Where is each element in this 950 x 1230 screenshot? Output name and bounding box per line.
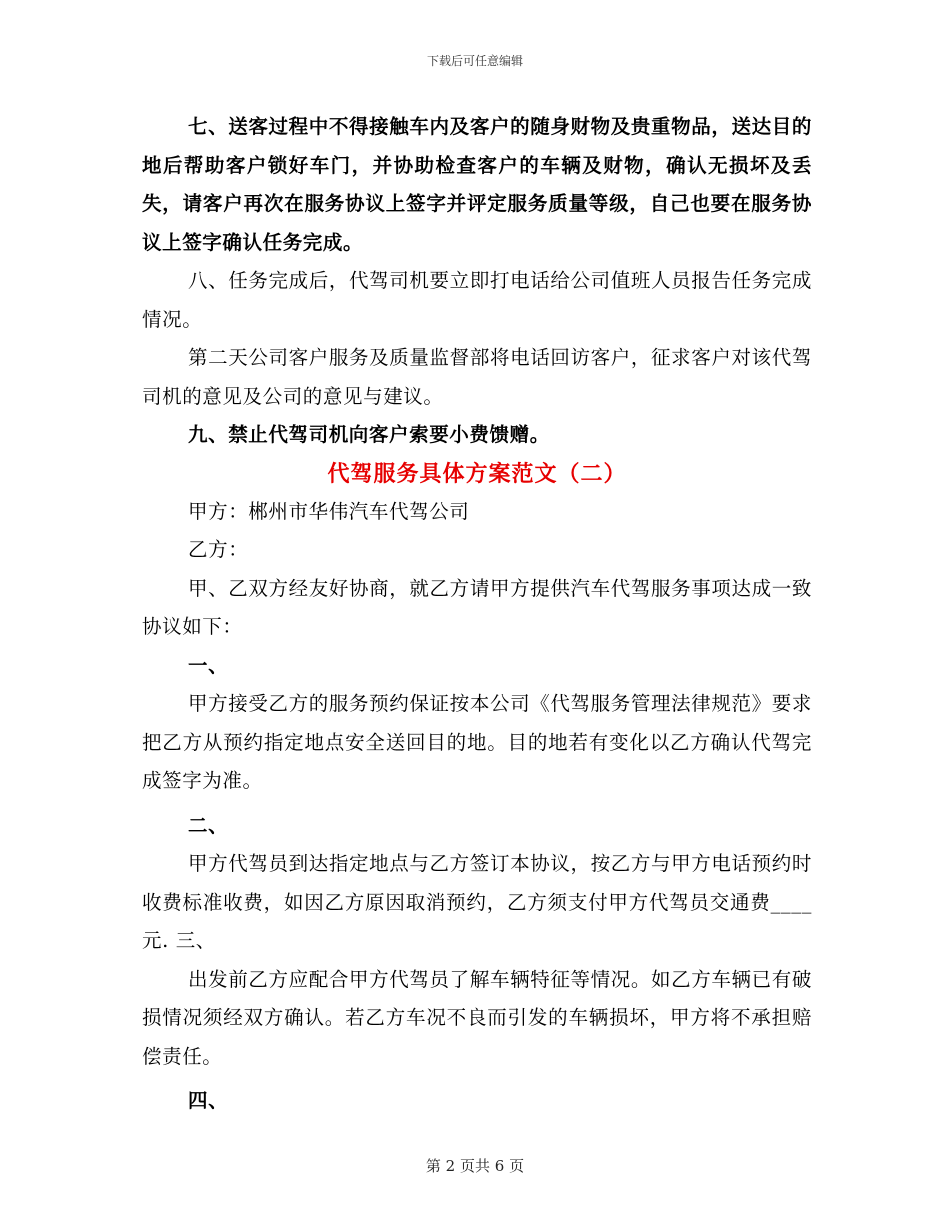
- section-title: 代驾服务具体方案范文（二）: [327, 460, 627, 487]
- paragraph-followup: 第二天公司客户服务及质量监督部将电话回访客户，征求客户对该代驾司机的意见及公司的意见与建议。: [142, 346, 812, 408]
- agreement-intro: 甲、乙双方经友好协商，就乙方请甲方提供汽车代驾服务事项达成一致协议如下：: [142, 576, 812, 638]
- clause-4-heading: 四、: [188, 1089, 229, 1112]
- clause-3-text: 出发前乙方应配合甲方代驾员了解车辆特征等情况。如乙方车辆已有破损情况须经双方确认。若乙方车况不良而引发的车辆损坏，甲方将不承担赔偿责任。: [142, 967, 812, 1068]
- document-body: [142, 108, 812, 1121]
- clause-1-text: 甲方接受乙方的服务预约保证按本公司《代驾服务管理法律规范》要求把乙方从预约指定地点安全送回目的地。目的地若有变化以乙方确认代驾完成签字为准。: [142, 692, 812, 792]
- paragraph-seven-text: 七、送客过程中不得接触车内及客户的随身财物及贵重物品，送达目的地后帮助客户锁好车门，并协助检查客户的车辆及财物，确认无损坏及丢失，请客户再次在服务协议上签字并评定服务质量等级，自己也要在服务协议上签字确认任务完成。: [142, 115, 812, 254]
- party-a: 甲方：郴州市华伟汽车代驾公司: [188, 499, 470, 523]
- clause-1-heading: 一、: [188, 653, 229, 677]
- clause-2-heading: 二、: [188, 813, 229, 837]
- page-footer: 第 2 页共 6 页: [425, 1157, 525, 1175]
- paragraph-seven: [142, 108, 812, 262]
- page-header: 下载后可任意编辑: [426, 54, 523, 68]
- clause-2-text: 甲方代驾员到达指定地点与乙方签订本协议，按乙方与甲方电话预约时收费标准收费，如因乙方原因取消预约，乙方须支付甲方代驾员交通费____元. 三、: [142, 852, 812, 952]
- party-b: 乙方：: [188, 538, 249, 561]
- paragraph-nine: 九、禁止代驾司机向客户索要小费馈赠。: [188, 423, 550, 446]
- paragraph-eight: 八、任务完成后，代驾司机要立即打电话给公司值班人员报告任务完成情况。: [142, 269, 812, 331]
